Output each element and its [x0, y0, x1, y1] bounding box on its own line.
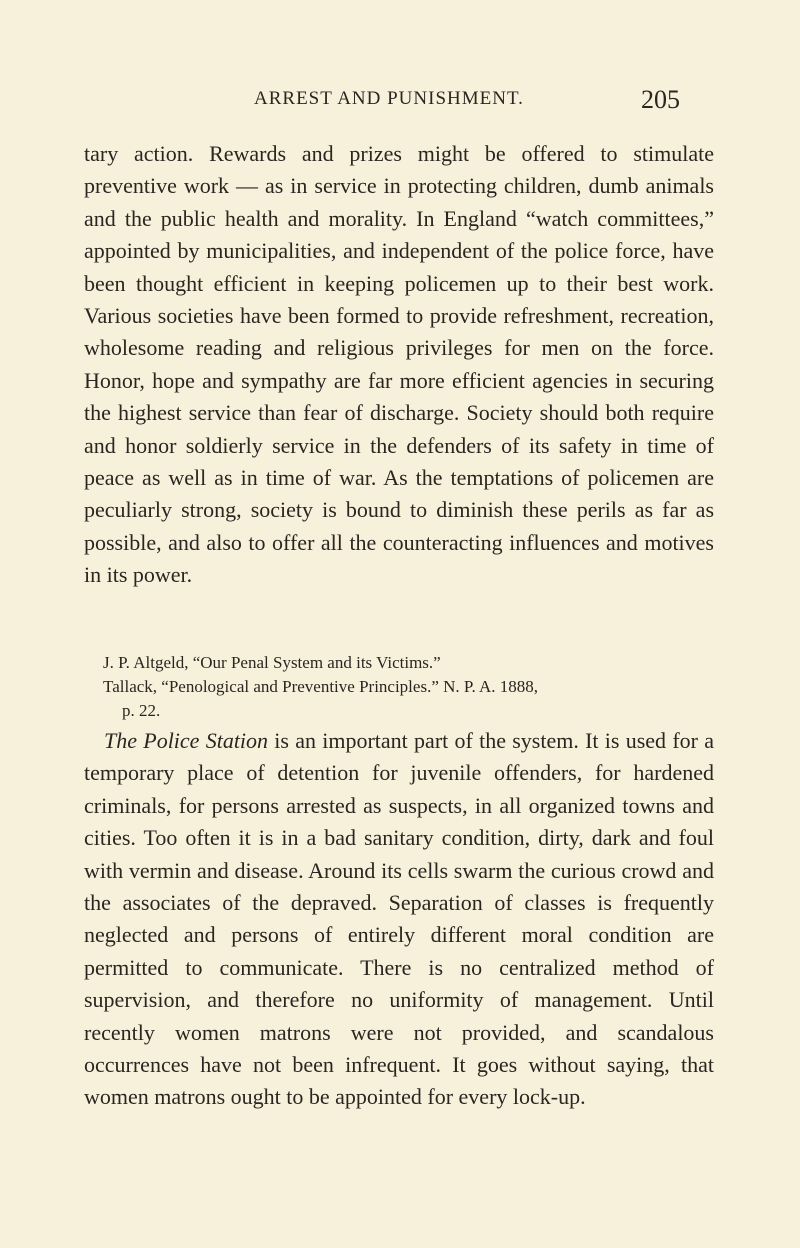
citations — [84, 651, 714, 723]
paragraph-1: tary action. Rewards and prizes might be offered to stimulate preventive work — as in service in protecting children, dumb animals and the public health and morality. In England “watch committees,” appointed by municipalities, and independent of the police force, have been thought efficient in keeping policemen up to their best work. Various societies have been formed to provide refreshment, recreation, wholesome reading and religious privileges for men on the force. Honor, hope and sympathy are far more efficient agencies in securing the highest service than fear of discharge. Society should both require and honor soldierly service in the defenders of its safety in time of peace as well as in time of war. As the temptations of policemen are peculiarly strong, society is bound to diminish these perils as far as possible, and also to offer all the counteracting influences and motives in its power. — [84, 141, 714, 588]
citation-tallack: Tallack, “Penological and Preventive Principles.” N. P. A. 1888, — [103, 677, 539, 696]
section-heading-police-station: The Police Station — [104, 728, 269, 753]
citation-tallack-page: p. 22. — [122, 701, 161, 720]
running-head — [0, 85, 800, 114]
page-number: 205 — [641, 85, 680, 114]
citation-altgeld: J. P. Altgeld, “Our Penal System and its Victims.” — [103, 653, 441, 672]
paragraph-2 — [84, 725, 714, 1114]
running-title: ARREST AND PUNISHMENT. — [254, 88, 524, 109]
paragraph-2-text: is an important part of the system. It is used for a temporary place of detention for juvenile offenders, for hardened criminals, for persons arrested as suspects, in all organized towns and cities. Too often it is in a bad sanitary condition, dirty, dark and foul with vermin and disease. Around its cells swarm the curious crowd and the associates of the depraved. Separation of classes is frequently neglected and persons of entirely different moral condition are permitted to communicate. There is no centralized method of supervision, and therefore no uniformity of management. Until recently women matrons were not provided, and scandalous occurrences have not been infrequent. It goes without saying, that women matrons ought to be appointed for every lock-up. — [84, 728, 714, 1110]
